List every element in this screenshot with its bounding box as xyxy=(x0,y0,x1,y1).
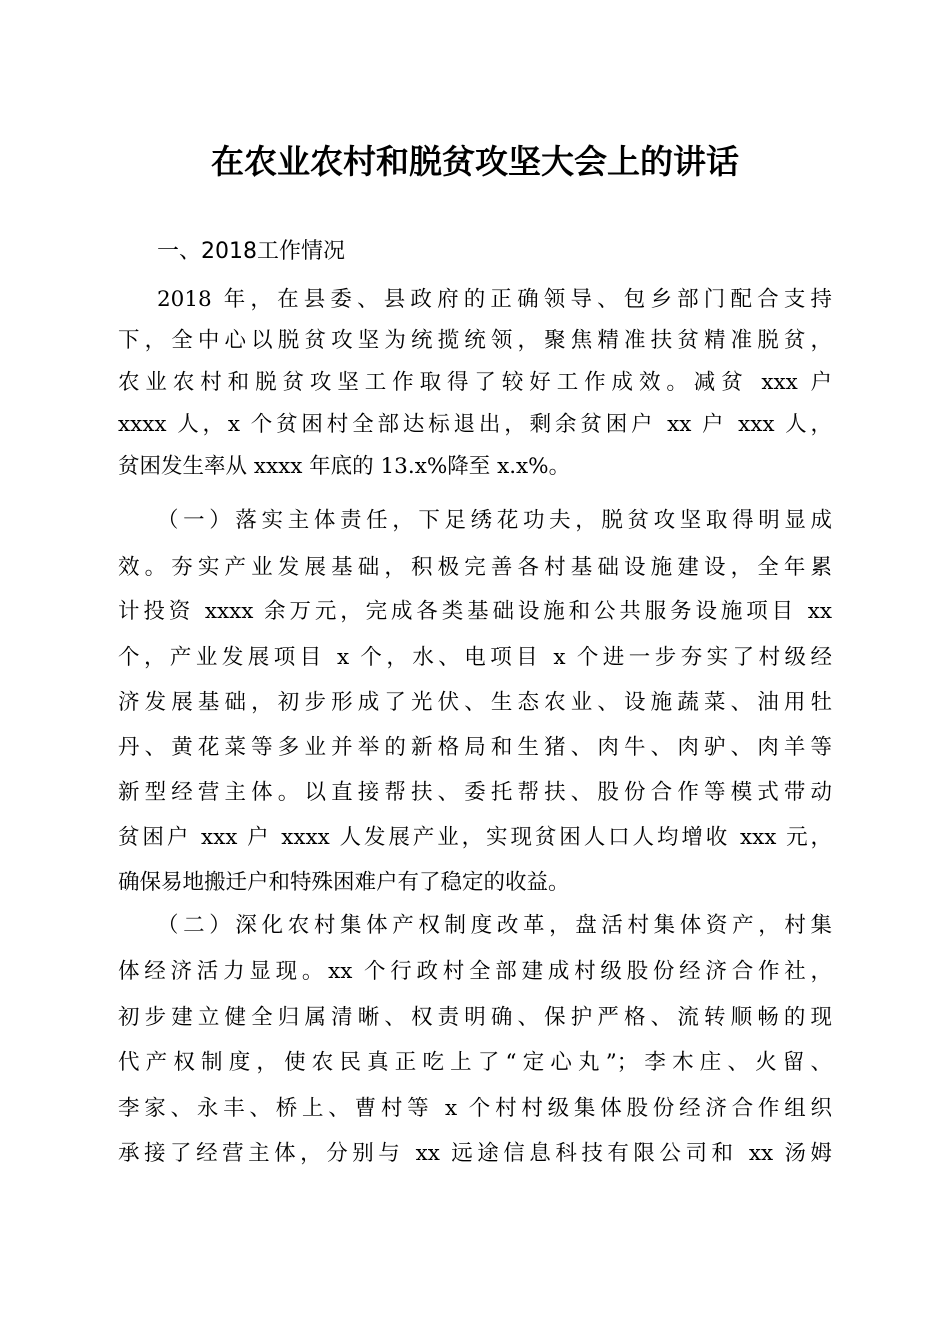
document-title: 在农业农村和脱贫攻坚大会上的讲话 xyxy=(211,142,739,181)
text-line: 代产权制度，使农民真正吃上了“定心丸”；李木庄、火留、 xyxy=(118,1050,832,1075)
text-line: 效。夯实产业发展基础，积极完善各村基础设施建设，全年累 xyxy=(118,555,832,580)
text-line: 个，产业发展项目 x 个，水、电项目 x 个进一步夯实了村级经 xyxy=(118,645,832,670)
text-line: 2018 年，在县委、县政府的正确领导、包乡部门配合支持 xyxy=(157,287,832,312)
text-line: 李家、永丰、桥上、曹村等 x 个村村级集体股份经济合作组织 xyxy=(118,1096,832,1121)
subsection-heading-line: （一）落实主体责任，下足绣花功夫，脱贫攻坚取得明显成 xyxy=(157,508,832,533)
text-line: 贫困户 xxx 户 xxxx 人发展产业，实现贫困人口人均增收 xxx 元， xyxy=(118,825,832,850)
text-line: xxxx 人，x 个贫困村全部达标退出，剩余贫困户 xx 户 xxx 人， xyxy=(118,412,832,437)
text-line: 济发展基础，初步形成了光伏、生态农业、设施蔬菜、油用牡 xyxy=(118,690,832,715)
text-line: 计投资 xxxx 余万元，完成各类基础设施和公共服务设施项目 xx xyxy=(118,599,832,624)
text-line: 承接了经营主体，分别与 xx 远途信息科技有限公司和 xx 汤姆 xyxy=(118,1141,832,1166)
text-line: 初步建立健全归属清晰、权责明确、保护严格、流转顺畅的现 xyxy=(118,1005,832,1030)
text-line: 农业农村和脱贫攻坚工作取得了较好工作成效。减贫 xxx 户 xyxy=(118,370,832,395)
text-line: 体经济活力显现。xx 个行政村全部建成村级股份经济合作社， xyxy=(118,959,832,984)
subsection-heading-line: （二）深化农村集体产权制度改革，盘活村集体资产，村集 xyxy=(157,913,832,938)
text-line: 下，全中心以脱贫攻坚为统揽统领，聚焦精准扶贫精准脱贫， xyxy=(118,328,832,353)
section-heading: 一、2018工作情况 xyxy=(157,239,345,264)
text-line: 新型经营主体。以直接帮扶、委托帮扶、股份合作等模式带动 xyxy=(118,780,832,805)
text-line: 贫困发生率从 xxxx 年底的 13.x%降至 x.x%。 xyxy=(118,454,571,479)
text-line: 确保易地搬迁户和特殊困难户有了稳定的收益。 xyxy=(118,870,570,895)
text-line: 丹、黄花菜等多业并举的新格局和生猪、肉牛、肉驴、肉羊等 xyxy=(118,735,832,760)
